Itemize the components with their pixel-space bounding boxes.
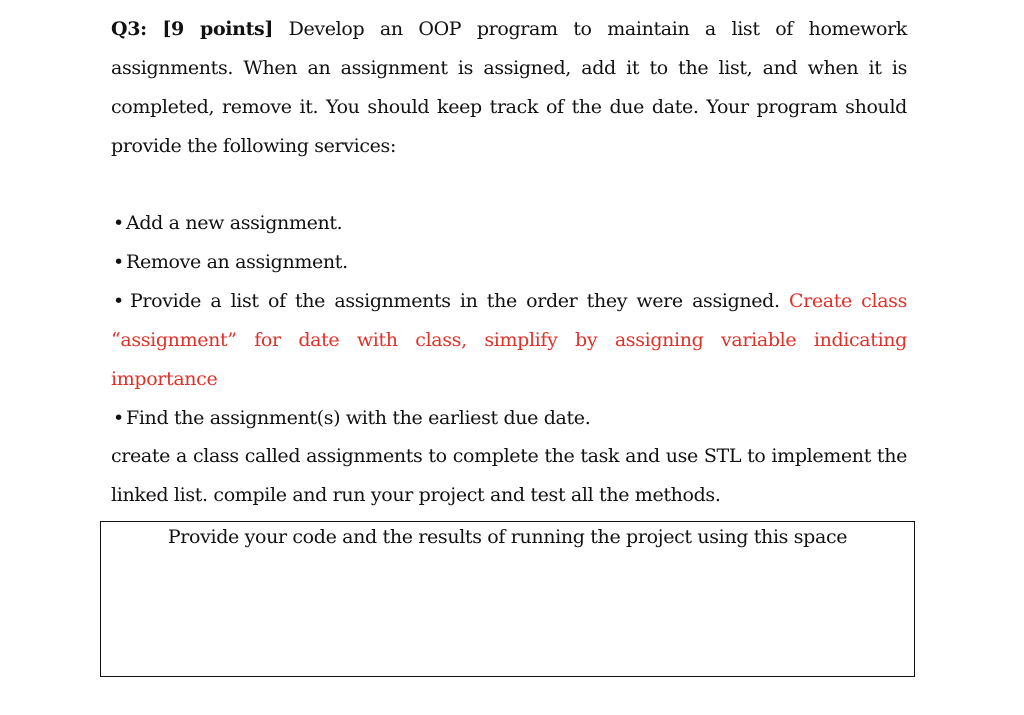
instructions-line-2: linked list. compile and run your project and test all the methods.	[111, 484, 721, 506]
bullet-marker-1: •	[113, 212, 125, 234]
question-intro-line-2: assignments. When an assignment is assigned, add it to the list, and when it is	[111, 57, 907, 79]
bullet-item-add: Add a new assignment.	[126, 212, 343, 234]
question-header-line	[111, 17, 907, 41]
question-intro-line-4: provide the following services:	[111, 135, 397, 157]
bullet-item-provide-list	[130, 289, 907, 313]
question-points: [9 points]	[162, 18, 274, 40]
question-intro-line-3: completed, remove it. You should keep track of the due date. Your program should	[111, 96, 907, 118]
bullet-item-earliest-due: Find the assignment(s) with the earliest due date.	[126, 407, 591, 429]
question-label: Q3:	[111, 18, 147, 40]
bullet-marker-3: •	[113, 290, 125, 312]
answer-box-caption: Provide your code and the results of running the project using this space	[167, 526, 848, 548]
bullet-item-provide-list-note-line-3: importance	[111, 368, 218, 390]
bullet-marker-4: •	[113, 407, 125, 429]
bullet-marker-2: •	[113, 251, 125, 273]
bullet-item-provide-list-note-line-2: “assignment” for date with class, simplify by assigning variable indicating	[111, 329, 907, 351]
bullet-item-provide-list-note-start: Create class	[788, 290, 907, 312]
bullet-item-provide-list-text: Provide a list of the assignments in the order they were assigned.	[130, 290, 780, 312]
question-intro-line-1: Develop an OOP program to maintain a list of homework	[288, 18, 907, 40]
instructions-line-1: create a class called assignments to complete the task and use STL to implement the	[111, 445, 907, 467]
answer-box[interactable]	[100, 521, 915, 677]
bullet-item-remove: Remove an assignment.	[126, 251, 348, 273]
